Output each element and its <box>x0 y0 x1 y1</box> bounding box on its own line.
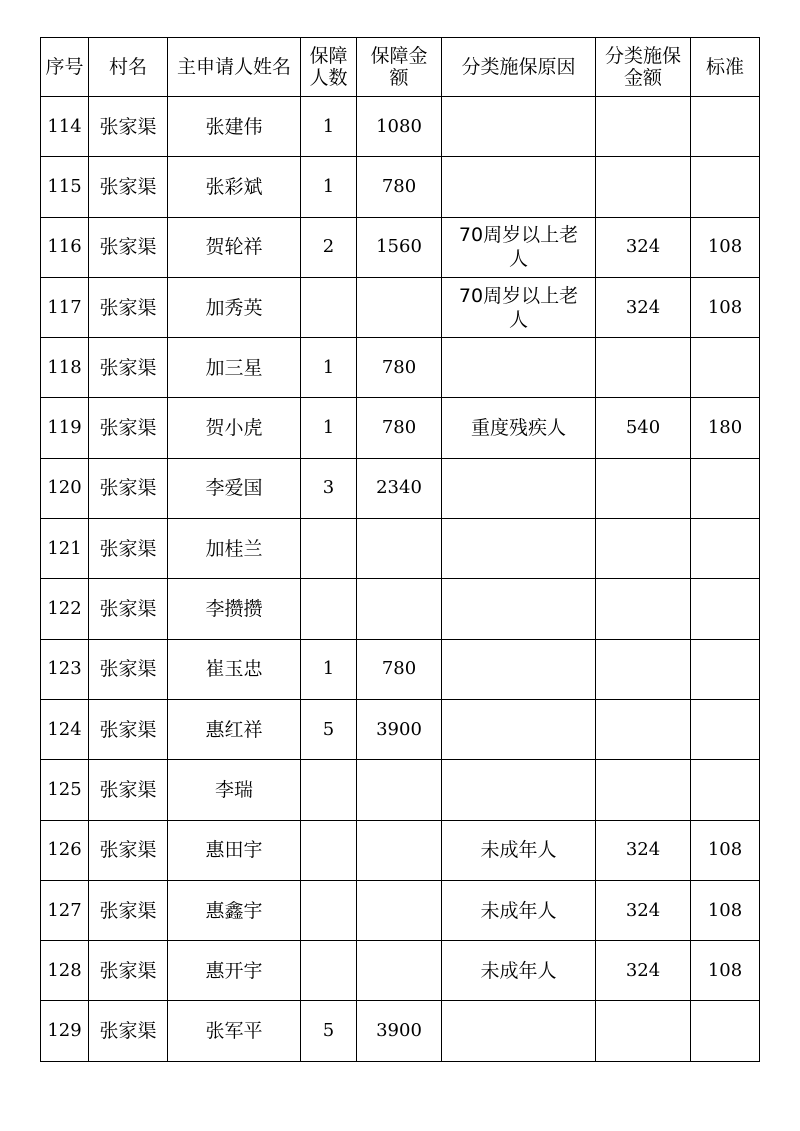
cell-amount: 3900 <box>357 699 442 759</box>
cell-people <box>301 519 357 579</box>
header-people: 保障人数 <box>301 38 357 97</box>
cell-seq: 124 <box>41 699 89 759</box>
cell-village: 张家渠 <box>89 97 168 157</box>
cell-amount <box>357 277 442 337</box>
cell-class-amount: 324 <box>596 820 691 880</box>
cell-amount: 780 <box>357 157 442 217</box>
cell-reason <box>442 458 596 518</box>
table-row <box>41 760 760 820</box>
header-row <box>41 38 760 97</box>
cell-seq: 115 <box>41 157 89 217</box>
cell-village: 张家渠 <box>89 1001 168 1061</box>
cell-applicant: 李瑞 <box>168 760 301 820</box>
cell-village: 张家渠 <box>89 157 168 217</box>
cell-standard <box>691 97 760 157</box>
cell-class-amount <box>596 458 691 518</box>
table-row <box>41 639 760 699</box>
cell-applicant: 惠开宇 <box>168 941 301 1001</box>
cell-seq: 116 <box>41 217 89 277</box>
header-village: 村名 <box>89 38 168 97</box>
cell-village: 张家渠 <box>89 639 168 699</box>
cell-people: 5 <box>301 699 357 759</box>
cell-seq: 127 <box>41 880 89 940</box>
cell-reason <box>442 157 596 217</box>
cell-applicant: 李爱国 <box>168 458 301 518</box>
allowance-table <box>40 37 760 1062</box>
cell-class-amount: 324 <box>596 217 691 277</box>
cell-people <box>301 880 357 940</box>
cell-people: 1 <box>301 338 357 398</box>
cell-people <box>301 941 357 1001</box>
cell-standard: 108 <box>691 277 760 337</box>
cell-class-amount <box>596 97 691 157</box>
cell-reason: 70周岁以上老人 <box>442 277 596 337</box>
cell-seq: 117 <box>41 277 89 337</box>
cell-standard <box>691 760 760 820</box>
cell-seq: 118 <box>41 338 89 398</box>
cell-amount <box>357 820 442 880</box>
table-row <box>41 458 760 518</box>
header-reason: 分类施保原因 <box>442 38 596 97</box>
table-row <box>41 217 760 277</box>
cell-standard <box>691 458 760 518</box>
cell-applicant: 加桂兰 <box>168 519 301 579</box>
cell-applicant: 惠红祥 <box>168 699 301 759</box>
header-amount: 保障金额 <box>357 38 442 97</box>
cell-reason: 未成年人 <box>442 820 596 880</box>
cell-reason <box>442 579 596 639</box>
cell-people: 1 <box>301 157 357 217</box>
header-seq: 序号 <box>41 38 89 97</box>
cell-village: 张家渠 <box>89 338 168 398</box>
cell-applicant: 惠田宇 <box>168 820 301 880</box>
cell-applicant: 惠鑫宇 <box>168 880 301 940</box>
cell-amount <box>357 579 442 639</box>
cell-seq: 122 <box>41 579 89 639</box>
table-row <box>41 699 760 759</box>
cell-amount <box>357 519 442 579</box>
cell-village: 张家渠 <box>89 699 168 759</box>
cell-reason <box>442 519 596 579</box>
header-applicant: 主申请人姓名 <box>168 38 301 97</box>
table-body <box>41 97 760 1062</box>
cell-seq: 125 <box>41 760 89 820</box>
cell-amount <box>357 941 442 1001</box>
cell-standard <box>691 699 760 759</box>
table-row <box>41 519 760 579</box>
table-row <box>41 97 760 157</box>
cell-amount: 780 <box>357 338 442 398</box>
cell-applicant: 张彩斌 <box>168 157 301 217</box>
cell-amount: 1080 <box>357 97 442 157</box>
cell-village: 张家渠 <box>89 519 168 579</box>
table-row <box>41 880 760 940</box>
cell-applicant: 贺小虎 <box>168 398 301 458</box>
table-row <box>41 157 760 217</box>
cell-class-amount <box>596 1001 691 1061</box>
cell-village: 张家渠 <box>89 217 168 277</box>
cell-standard <box>691 157 760 217</box>
cell-seq: 129 <box>41 1001 89 1061</box>
cell-reason <box>442 639 596 699</box>
cell-reason <box>442 760 596 820</box>
cell-standard: 108 <box>691 941 760 1001</box>
cell-village: 张家渠 <box>89 458 168 518</box>
header-class-amount: 分类施保金额 <box>596 38 691 97</box>
header-standard: 标准 <box>691 38 760 97</box>
cell-amount: 780 <box>357 639 442 699</box>
cell-applicant: 崔玉忠 <box>168 639 301 699</box>
cell-reason <box>442 1001 596 1061</box>
cell-standard <box>691 519 760 579</box>
cell-reason: 重度残疾人 <box>442 398 596 458</box>
cell-people <box>301 277 357 337</box>
cell-people: 1 <box>301 97 357 157</box>
cell-seq: 121 <box>41 519 89 579</box>
cell-village: 张家渠 <box>89 941 168 1001</box>
cell-standard <box>691 639 760 699</box>
cell-applicant: 加三星 <box>168 338 301 398</box>
table-row <box>41 338 760 398</box>
cell-reason <box>442 97 596 157</box>
cell-reason <box>442 699 596 759</box>
cell-seq: 128 <box>41 941 89 1001</box>
table-row <box>41 941 760 1001</box>
cell-reason: 未成年人 <box>442 941 596 1001</box>
cell-applicant: 张军平 <box>168 1001 301 1061</box>
cell-standard: 180 <box>691 398 760 458</box>
cell-class-amount <box>596 338 691 398</box>
cell-seq: 114 <box>41 97 89 157</box>
table-row <box>41 1001 760 1061</box>
cell-village: 张家渠 <box>89 579 168 639</box>
table-row <box>41 398 760 458</box>
cell-village: 张家渠 <box>89 820 168 880</box>
cell-village: 张家渠 <box>89 760 168 820</box>
cell-seq: 119 <box>41 398 89 458</box>
cell-class-amount <box>596 699 691 759</box>
cell-standard: 108 <box>691 820 760 880</box>
table-row <box>41 579 760 639</box>
cell-standard <box>691 1001 760 1061</box>
cell-people <box>301 820 357 880</box>
cell-people: 2 <box>301 217 357 277</box>
cell-seq: 126 <box>41 820 89 880</box>
table-row <box>41 820 760 880</box>
cell-class-amount: 324 <box>596 880 691 940</box>
cell-standard <box>691 579 760 639</box>
cell-class-amount: 324 <box>596 941 691 1001</box>
cell-village: 张家渠 <box>89 398 168 458</box>
cell-amount: 780 <box>357 398 442 458</box>
cell-class-amount: 324 <box>596 277 691 337</box>
cell-amount: 3900 <box>357 1001 442 1061</box>
cell-standard: 108 <box>691 217 760 277</box>
cell-class-amount <box>596 760 691 820</box>
cell-people: 3 <box>301 458 357 518</box>
cell-seq: 120 <box>41 458 89 518</box>
cell-class-amount <box>596 639 691 699</box>
cell-seq: 123 <box>41 639 89 699</box>
cell-class-amount <box>596 157 691 217</box>
cell-applicant: 张建伟 <box>168 97 301 157</box>
cell-applicant: 贺轮祥 <box>168 217 301 277</box>
cell-people <box>301 760 357 820</box>
cell-people: 1 <box>301 639 357 699</box>
cell-reason <box>442 338 596 398</box>
cell-village: 张家渠 <box>89 880 168 940</box>
cell-amount: 1560 <box>357 217 442 277</box>
cell-people: 1 <box>301 398 357 458</box>
cell-amount <box>357 880 442 940</box>
cell-applicant: 加秀英 <box>168 277 301 337</box>
cell-class-amount <box>596 519 691 579</box>
cell-people <box>301 579 357 639</box>
cell-reason: 70周岁以上老人 <box>442 217 596 277</box>
cell-amount <box>357 760 442 820</box>
cell-class-amount: 540 <box>596 398 691 458</box>
cell-applicant: 李攒攒 <box>168 579 301 639</box>
cell-reason: 未成年人 <box>442 880 596 940</box>
cell-standard <box>691 338 760 398</box>
cell-amount: 2340 <box>357 458 442 518</box>
cell-people: 5 <box>301 1001 357 1061</box>
cell-standard: 108 <box>691 880 760 940</box>
table-row <box>41 277 760 337</box>
cell-village: 张家渠 <box>89 277 168 337</box>
cell-class-amount <box>596 579 691 639</box>
